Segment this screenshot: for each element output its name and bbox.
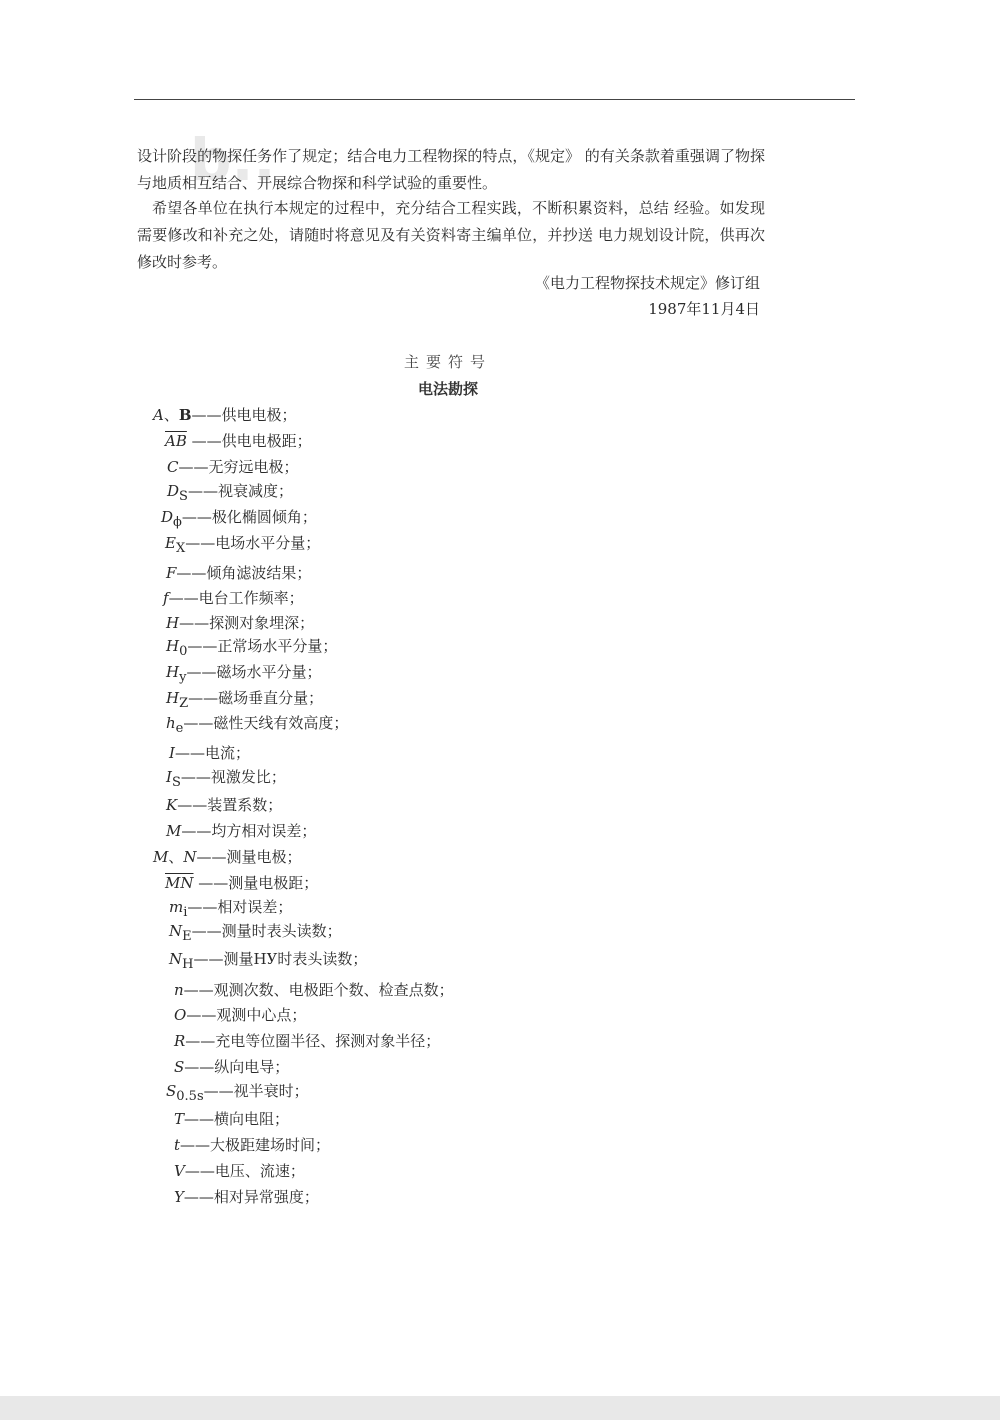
intro-paragraph-2: 希望各单位在执行本规定的过程中，充分结合工程实践，不断积累资料，总结 经验。如发现需要修改和补充之处，请随时将意见及有关资料寄主编单位，并抄送 电力规划设计院，供再次修改时参考。 <box>137 199 765 271</box>
symbol-item <box>166 767 286 790</box>
symbol-item <box>166 563 311 583</box>
signature-date: 1987年11月4日 <box>648 300 760 318</box>
symbol-item <box>163 588 304 608</box>
symbol-letter: H <box>166 637 180 655</box>
symbol-item <box>169 949 368 972</box>
symbol-description: ——供电电极； <box>191 406 297 424</box>
svg-text:b..: b.. <box>190 128 276 194</box>
symbol-letter: D <box>161 508 174 526</box>
symbol-description: ——探测对象埋深； <box>179 614 315 632</box>
intro-paragraph-1: 设计阶段的物探任务作了规定；结合电力工程物探的特点，《规定》 的有关条款着重强调了物探与地质相互结合、开展综合物探和科学试验的重要性。 <box>137 147 765 192</box>
symbol-letter: h <box>166 714 176 732</box>
symbol-description: ——充电等位圈半径、探测对象半径； <box>185 1032 441 1050</box>
symbol-item <box>166 795 282 815</box>
symbol-item <box>167 457 299 477</box>
symbol-description: ——测量电极； <box>196 848 302 866</box>
symbol-item <box>165 873 318 893</box>
symbol-description: ——测量电极距； <box>193 874 319 892</box>
symbol-item <box>169 897 293 920</box>
symbol-letter: m <box>169 898 184 916</box>
symbol-description: ——纵向电导； <box>184 1058 290 1076</box>
symbol-subscript: X <box>175 541 186 556</box>
symbol-description: ——观测次数、电极距个数、检查点数； <box>183 981 454 999</box>
symbol-letter: M <box>153 848 169 866</box>
symbol-item <box>165 431 312 451</box>
symbol-letter: N <box>169 922 183 940</box>
header-rule <box>134 99 855 100</box>
symbol-letter: F <box>166 564 177 582</box>
symbol-letter: n <box>174 981 184 999</box>
symbol-subscript: i <box>183 905 188 920</box>
symbol-letter: T <box>174 1110 185 1128</box>
symbol-description: ——视激发比； <box>180 768 286 786</box>
symbol-separator: 、 <box>168 848 184 866</box>
symbol-letter: Y <box>174 1188 184 1206</box>
symbol-description: ——相对误差； <box>187 898 293 916</box>
symbol-description: ——电台工作频率； <box>168 589 304 607</box>
symbol-item <box>174 1005 306 1025</box>
symbol-item <box>153 847 302 867</box>
symbol-item <box>174 1187 319 1207</box>
symbol-letter: E <box>165 534 176 552</box>
section-title: 主要符号 <box>403 353 492 371</box>
symbol-letter: C <box>167 458 179 476</box>
symbol-subscript: ϕ <box>173 515 182 530</box>
symbol-letter: t <box>174 1136 181 1154</box>
symbol-description: ——测量HУ时表头读数； <box>193 950 368 968</box>
symbol-description: ——大极距建场时间； <box>180 1136 331 1154</box>
symbol-description: ——磁性天线有效高度； <box>183 714 349 732</box>
symbol-letter: f <box>163 589 169 607</box>
symbol-description: ——均方相对误差； <box>181 822 317 840</box>
symbol-description: ——极化椭圆倾角； <box>181 508 317 526</box>
symbol-letter: $\overline{AB}$ <box>165 432 187 450</box>
symbol-letter: R <box>174 1032 186 1050</box>
symbol-item <box>174 1161 305 1181</box>
symbol-item <box>169 743 250 763</box>
section-subtitle: 电法勘探 <box>417 380 478 398</box>
symbol-letter: S <box>166 1082 177 1100</box>
symbol-letter: H <box>166 614 180 632</box>
symbol-item <box>174 1135 330 1155</box>
symbol-letter: K <box>166 796 178 814</box>
symbol-letter: I <box>169 744 175 762</box>
symbol-letter: M <box>166 822 182 840</box>
symbol-item <box>166 613 314 633</box>
symbol-description: ——相对异常强度； <box>183 1188 319 1206</box>
symbol-subscript: e <box>175 721 184 736</box>
symbol-description: ——视衰减度； <box>187 482 293 500</box>
symbol-item <box>166 1081 309 1104</box>
symbol-item <box>166 821 316 841</box>
symbol-item <box>166 636 338 659</box>
symbol-description: ——电流； <box>174 744 250 762</box>
symbol-description: ——供电电极距； <box>186 432 312 450</box>
symbol-letter: H <box>166 663 180 681</box>
symbol-description: ——视半衰时； <box>203 1082 309 1100</box>
symbol-item <box>167 481 293 504</box>
symbol-description: ——横向电阻； <box>184 1110 290 1128</box>
symbol-subscript: 0 <box>179 644 188 659</box>
symbol-subscript: Z <box>179 696 189 711</box>
symbol-subscript: H <box>182 957 194 972</box>
symbol-item <box>166 662 322 685</box>
symbol-description: ——倾角滤波结果； <box>176 564 312 582</box>
symbol-subscript: 0.5s <box>176 1089 204 1104</box>
symbol-subscript: E <box>182 929 192 944</box>
symbol-letter: S <box>174 1058 185 1076</box>
symbol-letter: I <box>166 768 172 786</box>
symbol-letter: D <box>167 482 180 500</box>
symbol-item <box>165 533 321 556</box>
symbol-description: ——无穷远电极； <box>178 458 299 476</box>
symbol-item <box>174 980 454 1000</box>
symbol-item <box>174 1057 289 1077</box>
symbol-item <box>166 713 349 736</box>
symbol-letter: A <box>153 406 164 424</box>
symbol-item <box>161 507 317 530</box>
symbol-description: ——磁场水平分量； <box>186 663 322 681</box>
symbol-subscript: S <box>171 775 181 790</box>
symbol-item <box>174 1031 440 1051</box>
symbol-item <box>166 688 324 711</box>
symbol-item <box>174 1109 289 1129</box>
symbol-description: ——电压、流速； <box>184 1162 305 1180</box>
symbol-letter: O <box>174 1006 187 1024</box>
symbol-description: ——正常场水平分量； <box>187 637 338 655</box>
signature-org: 《电力工程物探技术规定》修订组 <box>534 274 760 292</box>
symbol-description: ——观测中心点； <box>186 1006 307 1024</box>
symbol-description: ——电场水平分量； <box>185 534 321 552</box>
symbol-subscript: y <box>179 670 187 685</box>
symbol-description: ——装置系数； <box>177 796 283 814</box>
symbol-letter-second: B <box>178 406 192 424</box>
viewer-bottom-bar <box>0 1396 1000 1420</box>
symbol-letter: V <box>174 1162 185 1180</box>
symbol-letter: H <box>166 689 180 707</box>
symbol-description: ——测量时表头读数； <box>191 922 342 940</box>
symbol-subscript: S <box>179 489 188 504</box>
symbol-letter: N <box>169 950 183 968</box>
symbol-description: ——磁场垂直分量； <box>188 689 324 707</box>
symbol-item <box>153 405 297 425</box>
symbol-letter: $\overline{MN}$ <box>165 874 194 892</box>
symbol-letter-second: N <box>183 848 197 866</box>
symbol-item <box>169 921 342 944</box>
symbol-separator: 、 <box>163 406 179 424</box>
